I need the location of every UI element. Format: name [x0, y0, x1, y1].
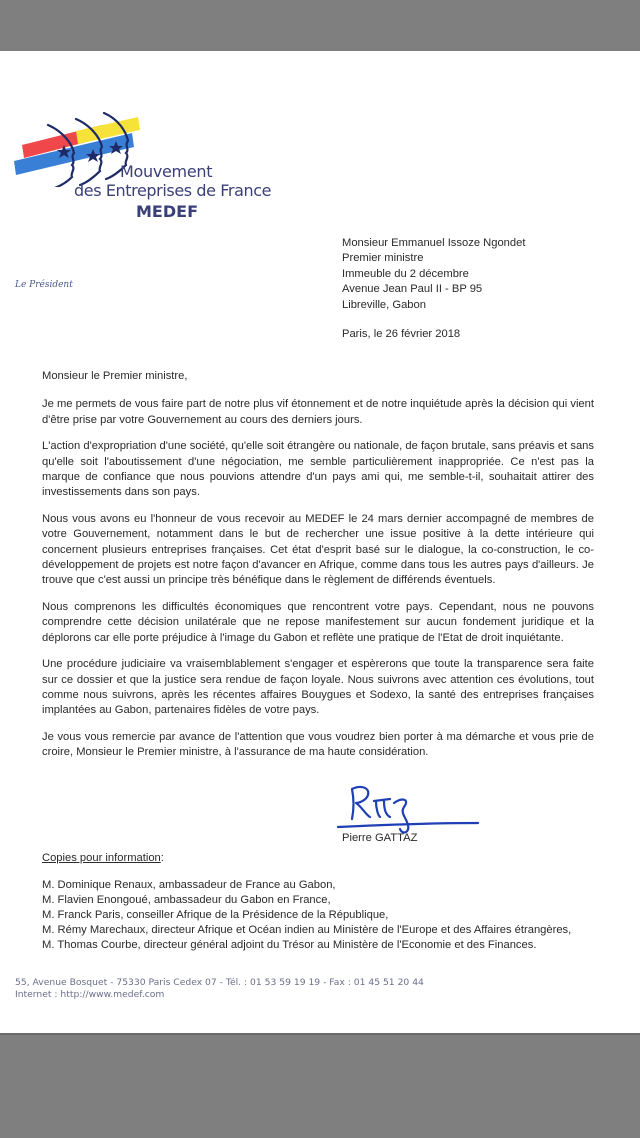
- copies-section: [42, 851, 571, 953]
- viewer-top-bar: [0, 0, 640, 52]
- list-item: M. Flavien Enongoué, ambassadeur du Gabon en France,: [42, 894, 331, 907]
- recipient-address: [342, 236, 525, 313]
- paragraph: Une procédure judiciaire va vraisemblablement s'engager et espèrerons que toute la transparence sera faite sur ce dossier et que la justice sera rendue de façon loyale. Nous suivrons avec attention ces évolutions, tout comme nous suivrons, après les récentes affaires Bouygues et Sodexo, la santé des entreprises françaises implantées au Gabon, partenaires fidèles de votre pays.: [42, 658, 594, 717]
- copies-heading-colon: :: [160, 852, 164, 864]
- footer-address: 55, Avenue Bosquet - 75330 Paris Cedex 07 - Tél. : 01 53 59 19 19 - Fax : 01 45 51 20 44: [15, 977, 424, 988]
- handwritten-signature-icon: [330, 779, 480, 839]
- list-item: M. Franck Paris, conseiller Afrique de la Présidence de la République,: [42, 909, 389, 922]
- org-name-line-2: des Entreprises de France: [74, 181, 272, 200]
- copies-heading-text: Copies pour information: [42, 852, 161, 864]
- letter-body: [42, 369, 594, 772]
- recipient-line: Avenue Jean Paul II - BP 95: [342, 283, 483, 296]
- recipient-line: Monsieur Emmanuel Issoze Ngondet: [342, 237, 526, 249]
- footer-website: Internet : http://www.medef.com: [15, 989, 165, 1000]
- paragraph: Je me permets de vous faire part de notre plus vif étonnement et de notre inquiétude après la décision qui vient d'être prise par votre Gouvernement au cours des derniers jours.: [42, 398, 594, 426]
- org-name-line-1: Mouvement: [120, 162, 213, 181]
- copies-heading: [42, 851, 571, 866]
- letter-page: [0, 51, 640, 1033]
- recipient-line: Premier ministre: [342, 252, 424, 265]
- paragraph: Nous vous avons eu l'honneur de vous recevoir au MEDEF le 24 mars dernier accompagné de membres de votre Gouvernement, notamment dans le but de rechercher une issue positive à la dette intérieure qui concernent plusieurs entreprises françaises. Cet état d'esprit basé sur le dialogue, la co-construction, le co-développement de projets est notre façon d'avancer en Afrique, comme dans tous les autres pays d'ailleurs. Je trouve que c'est aussi un principe très bénéfique dans le règlement de différends éventuels.: [42, 512, 594, 587]
- sender-role: Le Président: [15, 280, 73, 290]
- salutation: Monsieur le Premier ministre,: [42, 370, 188, 382]
- recipient-line: Libreville, Gabon: [342, 298, 426, 311]
- signatory-name: Pierre GATTAZ: [342, 832, 418, 844]
- paragraph: Je vous vous remercie par avance de l'attention que vous voudrez bien porter à ma démarche et vous prie de croire, Monsieur le Premier ministre, à l'assurance de ma haute considération.: [42, 730, 594, 759]
- list-item: M. Thomas Courbe, directeur général adjoint du Trésor au Ministère de l'Economie et des Finances.: [42, 939, 537, 952]
- paragraph: Nous comprenons les difficultés économiques que rencontrent votre pays. Cependant, nous ne pouvons comprendre cette décision unilatérale que ne repose manifestement sur aucun fondement juridique et la déplorons car elle porte préjudice à l'image du Gabon et reflète une pratique de l'Etat de droit inquiétante.: [42, 600, 594, 644]
- copies-list: [42, 878, 571, 953]
- viewer-bottom-bar: [0, 1033, 640, 1138]
- letterhead-footer: [15, 977, 424, 1001]
- list-item: M. Rémy Marechaux, directeur Afrique et Océan indien au Ministère de l'Europe et des Affaires étrangères,: [42, 924, 572, 937]
- recipient-line: Immeuble du 2 décembre: [342, 267, 469, 280]
- paragraph: L'action d'expropriation d'une société, qu'elle soit étrangère ou nationale, de façon brutale, sans préavis et sans qu'elle soit l'aboutissement d'une négociation, me semble particulièrement inappropriée. Ce n'est pas la marque de confiance que nous pouvions attendre d'un pays ami qui, me semble-t-il, souhaitait attirer des investissements dans son pays.: [42, 440, 594, 499]
- org-acronym: MEDEF: [136, 202, 198, 221]
- date-line: Paris, le 26 février 2018: [342, 328, 461, 340]
- list-item: M. Dominique Renaux, ambassadeur de France au Gabon,: [42, 879, 336, 892]
